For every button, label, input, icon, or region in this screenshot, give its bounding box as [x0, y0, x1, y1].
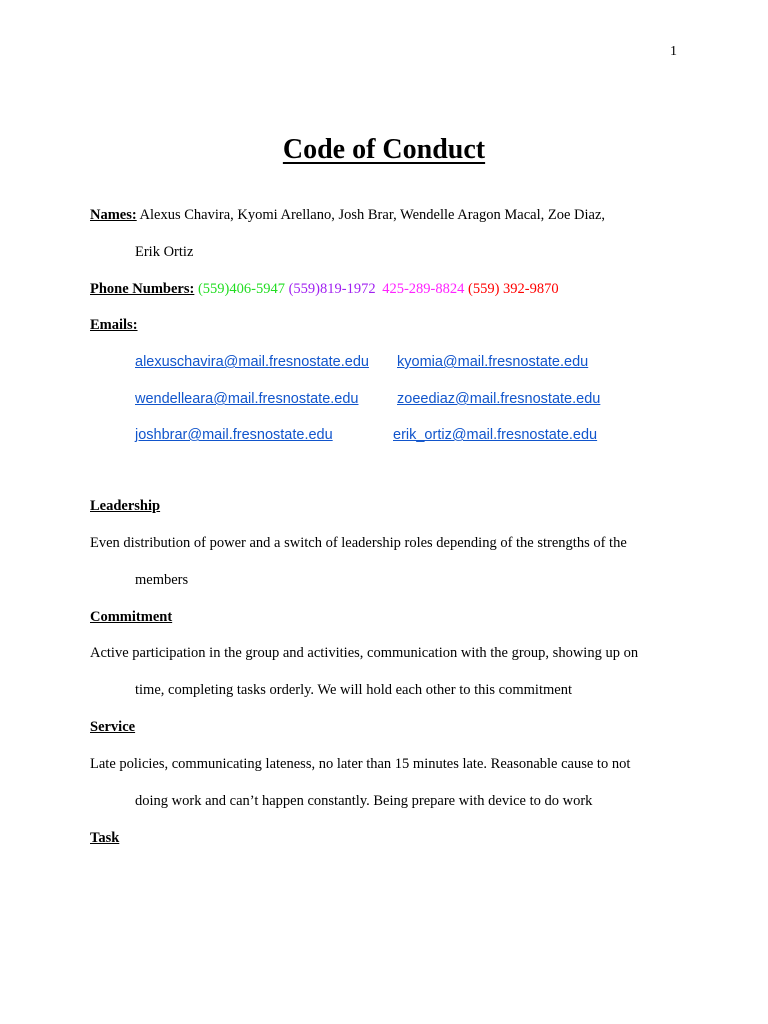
phone-number: (559)819-1972: [288, 281, 376, 297]
emails-heading: [90, 317, 138, 334]
service-heading: [90, 719, 135, 736]
names-continuation: Erik Ortiz: [135, 244, 194, 260]
email-link[interactable]: kyomia@mail.fresnostate.edu: [397, 354, 589, 370]
email-link[interactable]: joshbrar@mail.fresnostate.edu: [135, 427, 333, 443]
phone-numbers-label: Phone Numbers:: [90, 281, 195, 297]
commitment-text: Active participation in the group and activities, communication with the group, showing up on: [90, 645, 639, 661]
document-title: [0, 134, 768, 166]
emails-label: Emails:: [90, 317, 138, 333]
document-title-text: Code of Conduct: [282, 134, 486, 165]
leadership-heading-text: Leadership: [90, 498, 161, 514]
phone-number: (559) 392-9870: [468, 281, 559, 297]
commitment-heading: [90, 609, 172, 626]
leadership-text-continuation: members: [135, 572, 189, 588]
names-line: [90, 207, 605, 224]
leadership-heading: [90, 498, 160, 515]
service-text: Late policies, communicating lateness, no later than 15 minutes late. Reasonable cause to not: [90, 756, 631, 772]
email-link[interactable]: zoeediaz@mail.fresnostate.edu: [397, 391, 601, 407]
leadership-text: Even distribution of power and a switch of leadership roles depending of the strengths of the: [90, 535, 627, 551]
task-heading-text: Task: [90, 830, 120, 846]
service-heading-text: Service: [90, 719, 136, 735]
commitment-heading-text: Commitment: [90, 609, 173, 625]
task-heading: [90, 830, 119, 847]
commitment-text-continuation: time, completing tasks orderly. We will hold each other to this commitment: [135, 682, 572, 698]
email-link[interactable]: erik_ortiz@mail.fresnostate.edu: [393, 427, 598, 443]
page-number: 1: [670, 44, 677, 59]
service-text-continuation: doing work and can’t happen constantly. Being prepare with device to do work: [135, 793, 593, 809]
names-label: Names:: [90, 207, 137, 223]
phone-number: 425-289-8824: [382, 281, 465, 297]
phone-numbers-line: [90, 281, 559, 298]
phone-number: (559)406-5947: [197, 281, 285, 297]
email-link[interactable]: wendelleara@mail.fresnostate.edu: [135, 391, 359, 407]
email-link[interactable]: alexuschavira@mail.fresnostate.edu: [135, 354, 369, 370]
names-text: Alexus Chavira, Kyomi Arellano, Josh Brar, Wendelle Aragon Macal, Zoe Diaz,: [136, 207, 606, 223]
